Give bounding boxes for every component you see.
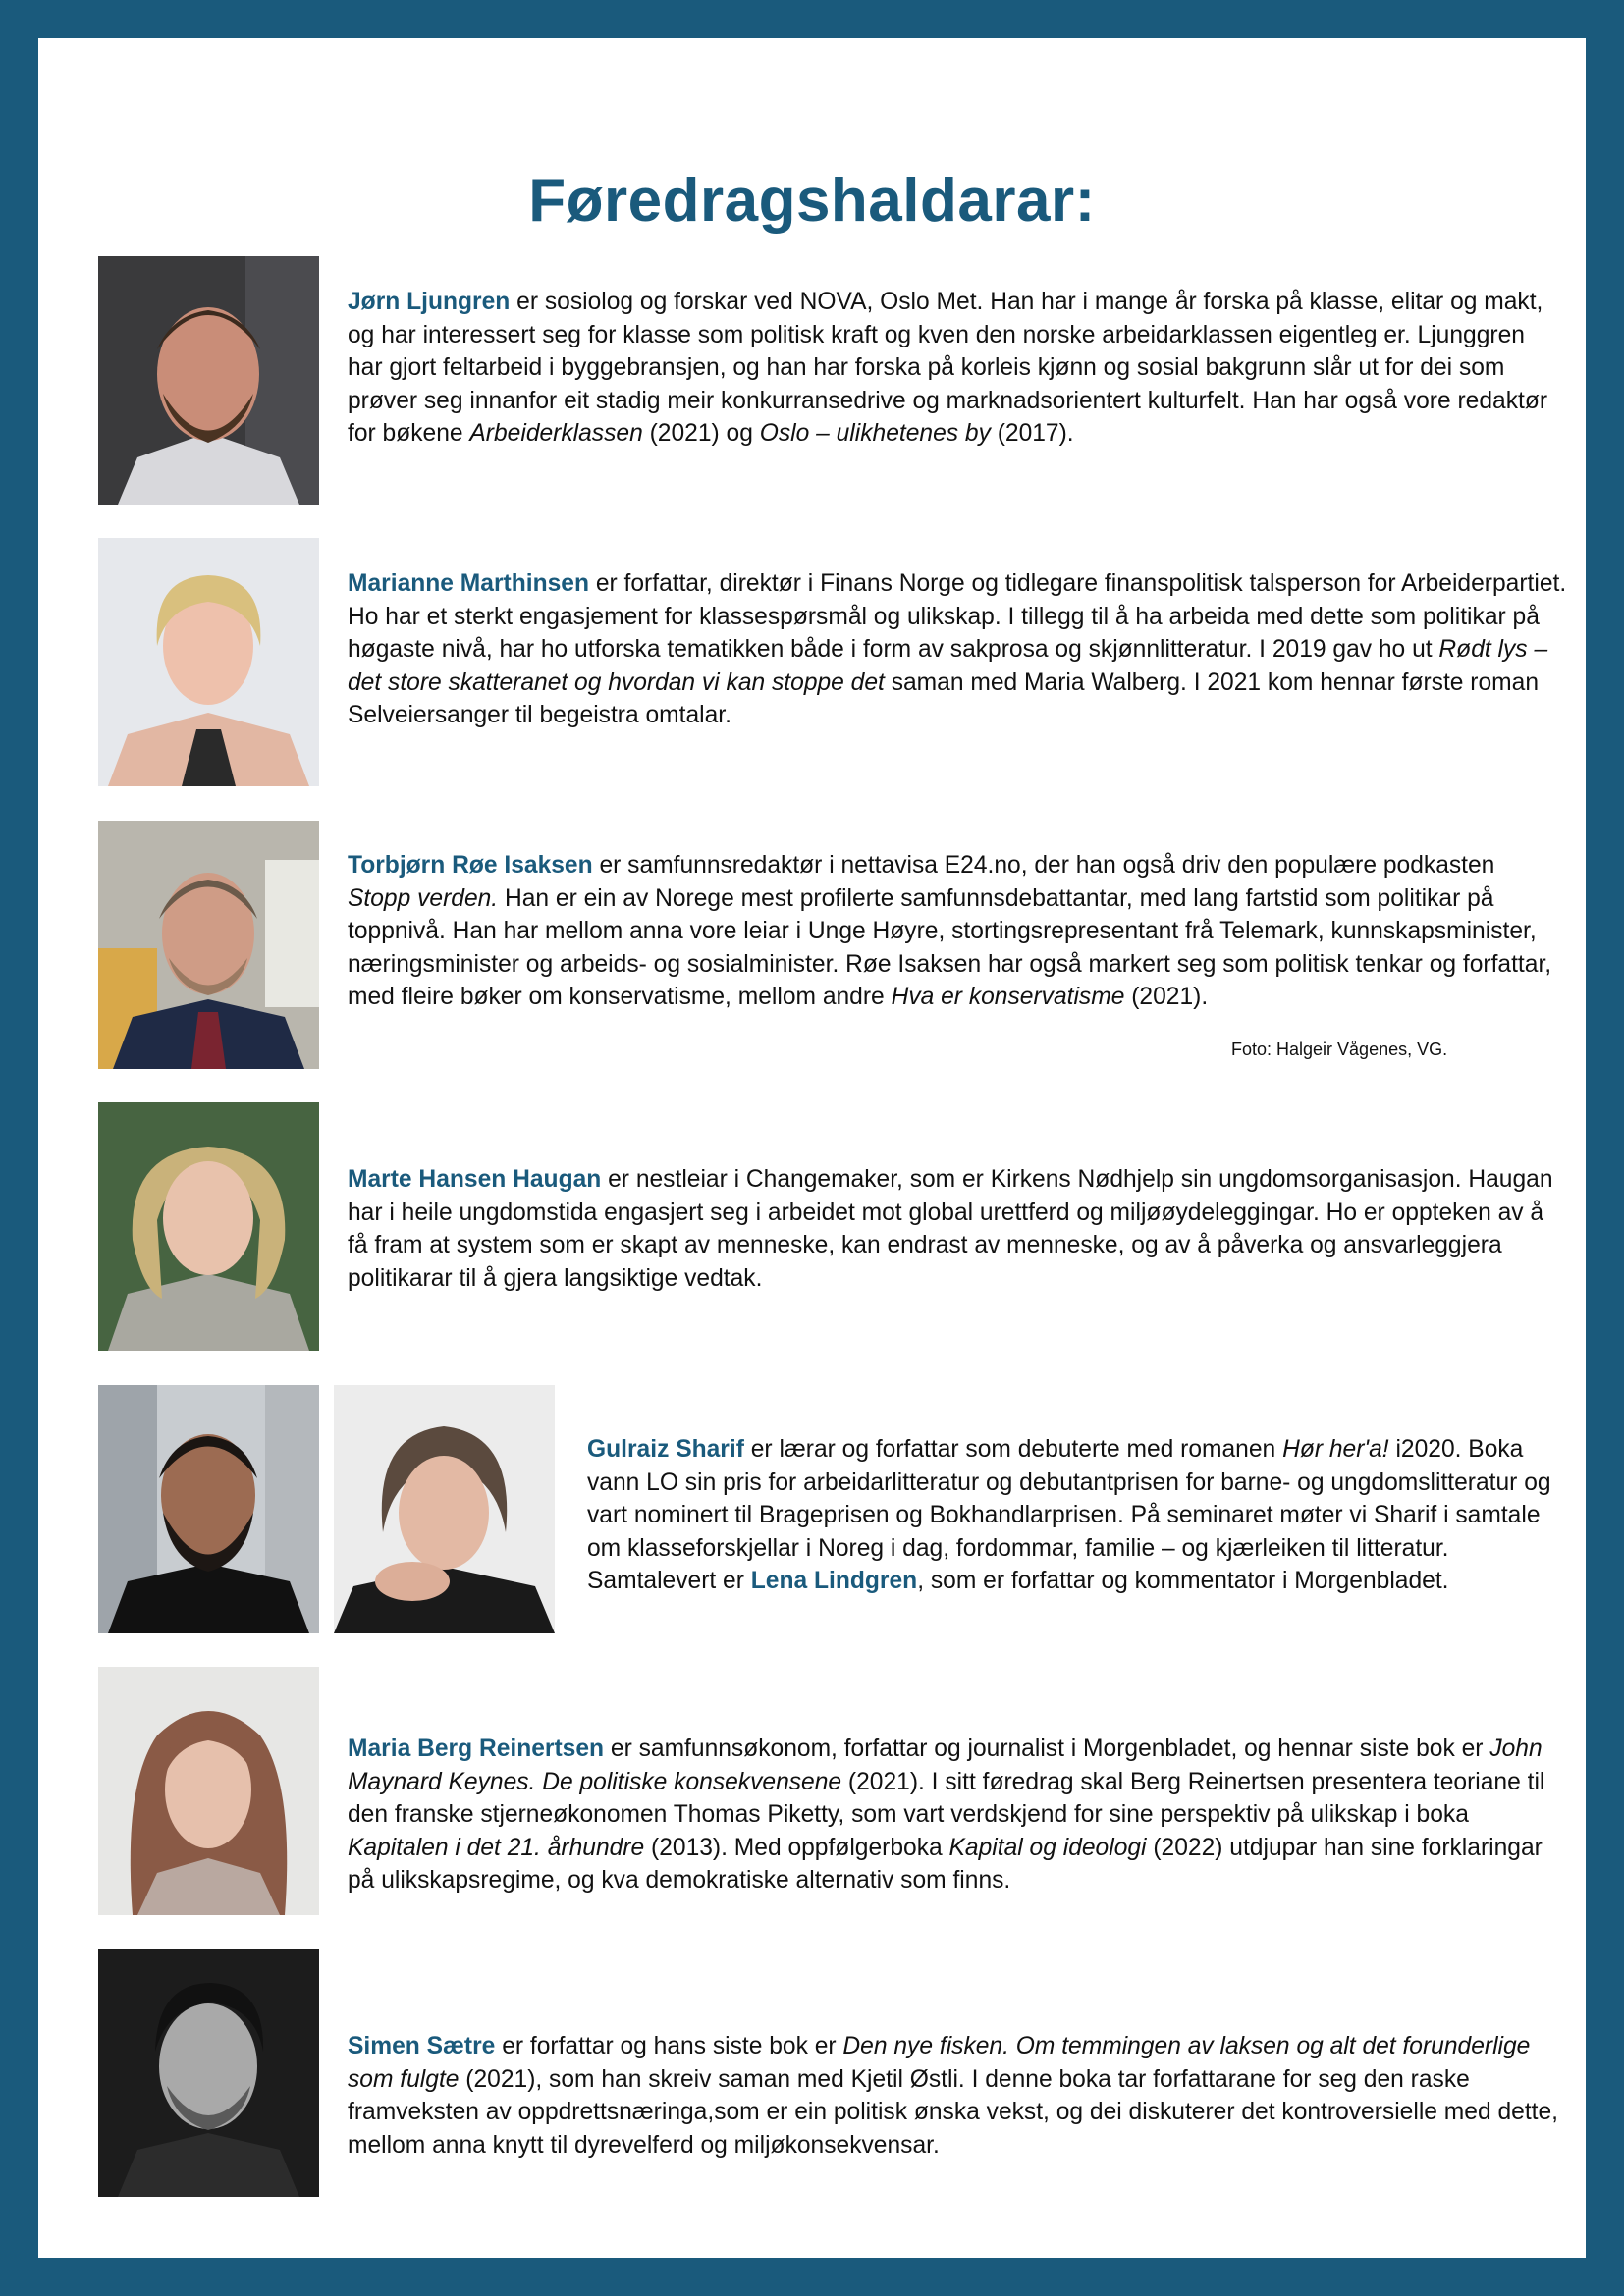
speaker-bio-marianne-marthinsen [348,567,1570,732]
speaker-bio-maria-berg-reinertsen [348,1733,1560,1897]
speaker-name: Marte Hansen Haugan [348,1166,602,1193]
bio-text: er samfunnsredaktør i nettavisa E24.no, der han også driv den populære podkasten [592,852,1495,879]
bio-text: (2022) utdjupar han sine forklaringar på ulikskapsregime, og kva demokratiske alternativ som finns. [348,1834,1543,1894]
speaker-bio-simen-saetre [348,2030,1570,2162]
bio-text: er samfunnsøkonom, forfattar og journalist i Morgenbladet, og hennar siste bok er [604,1735,1490,1762]
speaker-bio-jorn-ljungren [348,286,1555,451]
bio-text: (2017). [990,420,1074,447]
host-name: Lena Lindgren [750,1568,918,1594]
bio-text: (2021). I sitt føredrag skal Berg Reinertsen presentera teoriane til den franske stjerneøkonomen Thomas Piketty, som vart verdskjend for sine perspektiv på ulikskap i boka [348,1768,1545,1828]
book-title: Hva er konservatisme [891,984,1125,1010]
book-title: Hør her'a! [1282,1436,1389,1463]
book-title: Oslo – ulikhetenes by [759,420,991,447]
bio-text: i2020. Boka vann LO sin pris for arbeidarlitteratur og debutantprisen for barne- og ungdomslitteratur og vart nominert til Brageprisen og Bokhandlarprisen. På seminaret møter vi Sharif i samtale om klasseforskjellar i Noreg i dag, fordommar, familie – og kjærleiken til litteratur. Samtalevert er [587,1436,1551,1594]
speaker-photo-lena-lindgren [334,1385,555,1633]
page-title: Føredragshaldarar: [528,167,1096,235]
bio-text: saman med Maria Walberg. I 2021 kom hennar første roman Selveiersanger til begeistra omtalar. [348,668,1540,728]
speaker-name: Simen Sætre [348,2033,496,2059]
bio-text: , som er forfattar og kommentator i Morgenbladet. [917,1568,1449,1594]
speaker-name: Torbjørn Røe Isaksen [348,852,593,879]
speaker-photo-torbjorn-roe-isaksen [98,821,319,1069]
speaker-name: Marianne Marthinsen [348,570,589,597]
bio-text: er forfattar og hans siste bok er [495,2033,843,2059]
bio-text: (2021), som han skreiv saman med Kjetil Østli. I denne boka tar forfattarane for seg den raske framveksten av oppdrettsnæringa,som er ein politisk ønska vekst, og dei diskuterer det kontroversielle med dette, mellom anna knytt til dyrevelferd og miljøkonsekvensar. [348,2065,1559,2159]
speaker-photo-marianne-marthinsen [98,538,319,786]
book-title: Kapitalen i det 21. århundre [348,1834,645,1861]
bio-text: er lærar og forfattar som debuterte med romanen [743,1436,1283,1463]
speaker-bio-gulraiz-sharif [587,1433,1554,1598]
speaker-bio-torbjorn-roe-isaksen [348,849,1560,1014]
bio-text: (2013). Med oppfølgerboka [644,1834,949,1861]
speaker-photo-maria-berg-reinertsen [98,1667,319,1915]
bio-text: er nestleiar i Changemaker, som er Kirkens Nødhjelp sin ungdomsorganisasjon. Haugan har i heile ungdomstida engasjert seg i arbeidet mot global urettferd og miljøøydeleggingar. Ho er oppteken av å få fram at system som er skapt av menneske, kan endrast av menneske, og av å påverka og ansvarleggjera politikarar til å gjera langsiktige vedtak. [348,1166,1553,1292]
bio-text: Han er ein av Norege mest profilerte samfunnsdebattantar, med lang fartstid som politikar på toppnivå. Han har mellom anna vore leiar i Unge Høyre, stortingsrepresentant frå Telemark, kunnskapsminister, næringsminister og arbeids- og sosialminister. Røe Isaksen har også markert seg som politisk tenkar og forfattar, med fleire bøker om konservatisme, mellom andre [348,884,1552,1010]
book-title: Rødt lys – det store skatteranet og hvordan vi kan stoppe det [348,636,1548,696]
page [38,38,1586,2258]
speaker-photo-gulraiz-sharif [98,1385,319,1633]
speaker-photo-simen-saetre [98,1949,319,2197]
book-title: John Maynard Keynes. De politiske konsekvensene [348,1735,1543,1795]
book-title: Arbeiderklassen [469,420,643,447]
bio-text: er sosiolog og forskar ved NOVA, Oslo Met. Han har i mange år forska på klasse, elitar og makt, og har interessert seg for klasse som politisk kraft og kven den norske arbeidarklassen eigentleg er. Ljunggren har gjort feltarbeid i byggebransjen, og han har forska på korleis kjønn og sosial bakgrunn slår ut for dei som prøver seg innanfor eit stadig meir konkurransedrive og marknadsorientert kulturfelt. Han har også vore redaktør for bøkene [348,289,1548,447]
book-title: Den nye fisken. Om temmingen av laksen og alt det forunderlige som fulgte [348,2033,1531,2093]
bio-text: (2021). [1124,984,1209,1010]
speaker-photo-marte-hansen-haugan [98,1102,319,1351]
speaker-bio-marte-hansen-haugan [348,1163,1555,1295]
book-title: Kapital og ideologi [948,1834,1147,1861]
bio-text: er forfattar, direktør i Finans Norge og tidlegare finanspolitisk talsperson for Arbeiderpartiet. Ho har et sterkt engasjement for klassespørsmål og ulikskap. I tillegg til å ha arbeida med dette som politikar på høgaste nivå, har ho utforska tematikken både i form av sakprosa og skjønnlitteratur. I 2019 gav ho ut [348,570,1567,663]
bio-text: (2021) og [642,420,760,447]
speaker-name: Gulraiz Sharif [587,1436,744,1463]
podcast-title: Stopp verden. [348,884,499,912]
speaker-name: Jørn Ljungren [348,289,511,315]
speaker-name: Maria Berg Reinertsen [348,1735,605,1762]
photo-credit: Foto: Halgeir Vågenes, VG. [1231,1040,1448,1059]
speaker-photo-jorn-ljungren [98,256,319,505]
